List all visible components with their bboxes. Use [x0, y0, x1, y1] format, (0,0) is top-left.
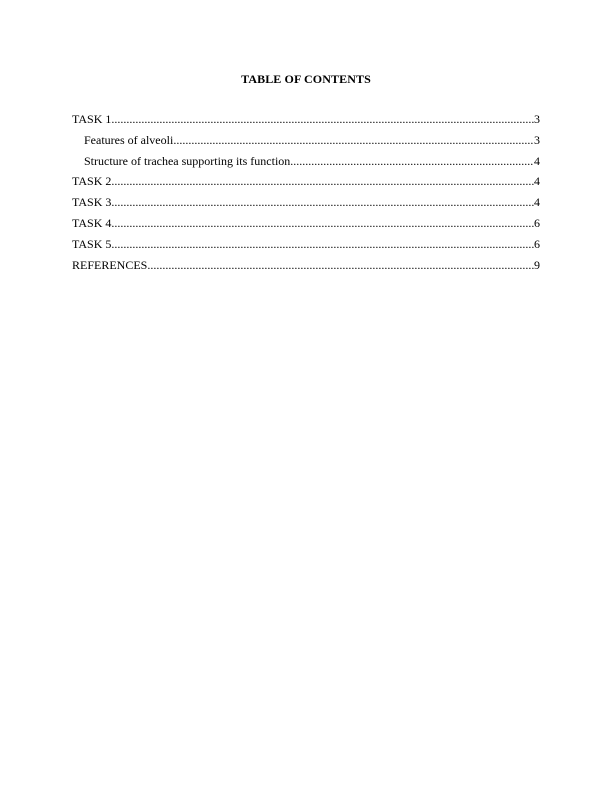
- toc-entry-label: TASK 2: [72, 174, 112, 189]
- toc-entry-label: TASK 1: [72, 112, 112, 126]
- toc-entry-task-2: [72, 174, 540, 195]
- toc-entry-task-5: [72, 237, 540, 258]
- toc-list: [72, 112, 540, 278]
- toc-entry-label: Features of alveoli: [84, 132, 174, 147]
- toc-dot-leader: [173, 133, 534, 147]
- toc-entry-label: TASK 4: [72, 215, 112, 230]
- toc-dot-leader: [111, 112, 534, 126]
- toc-entry-features-of-alveoli: [72, 133, 540, 154]
- toc-page-number: 3: [534, 112, 540, 126]
- toc-page-number: 6: [534, 215, 540, 230]
- toc-entry-label: TASK 5: [72, 236, 112, 251]
- toc-dot-leader: [147, 258, 534, 272]
- toc-dot-leader: [111, 174, 534, 188]
- toc-page-number: 3: [534, 132, 540, 147]
- toc-entry-task-4: [72, 216, 540, 237]
- toc-entry-references: [72, 258, 540, 279]
- toc-dot-leader: [111, 195, 534, 209]
- toc-page-number: 4: [534, 174, 540, 189]
- toc-page-number: 9: [534, 257, 540, 272]
- toc-dot-leader: [290, 154, 534, 168]
- toc-page-number: 4: [534, 153, 540, 168]
- toc-entry-label: Structure of trachea supporting its function: [84, 153, 291, 168]
- page-title: TABLE OF CONTENTS: [241, 72, 371, 86]
- toc-entry-task-3: [72, 195, 540, 216]
- toc-entry-structure-of-trachea: [72, 154, 540, 175]
- toc-entry-task-1: [72, 112, 540, 133]
- toc-entry-label: TASK 3: [72, 195, 112, 210]
- toc-page-number: 6: [534, 236, 540, 251]
- toc-dot-leader: [111, 237, 534, 251]
- toc-entry-label: REFERENCES: [72, 257, 148, 272]
- toc-page-number: 4: [534, 195, 540, 210]
- toc-dot-leader: [111, 216, 534, 230]
